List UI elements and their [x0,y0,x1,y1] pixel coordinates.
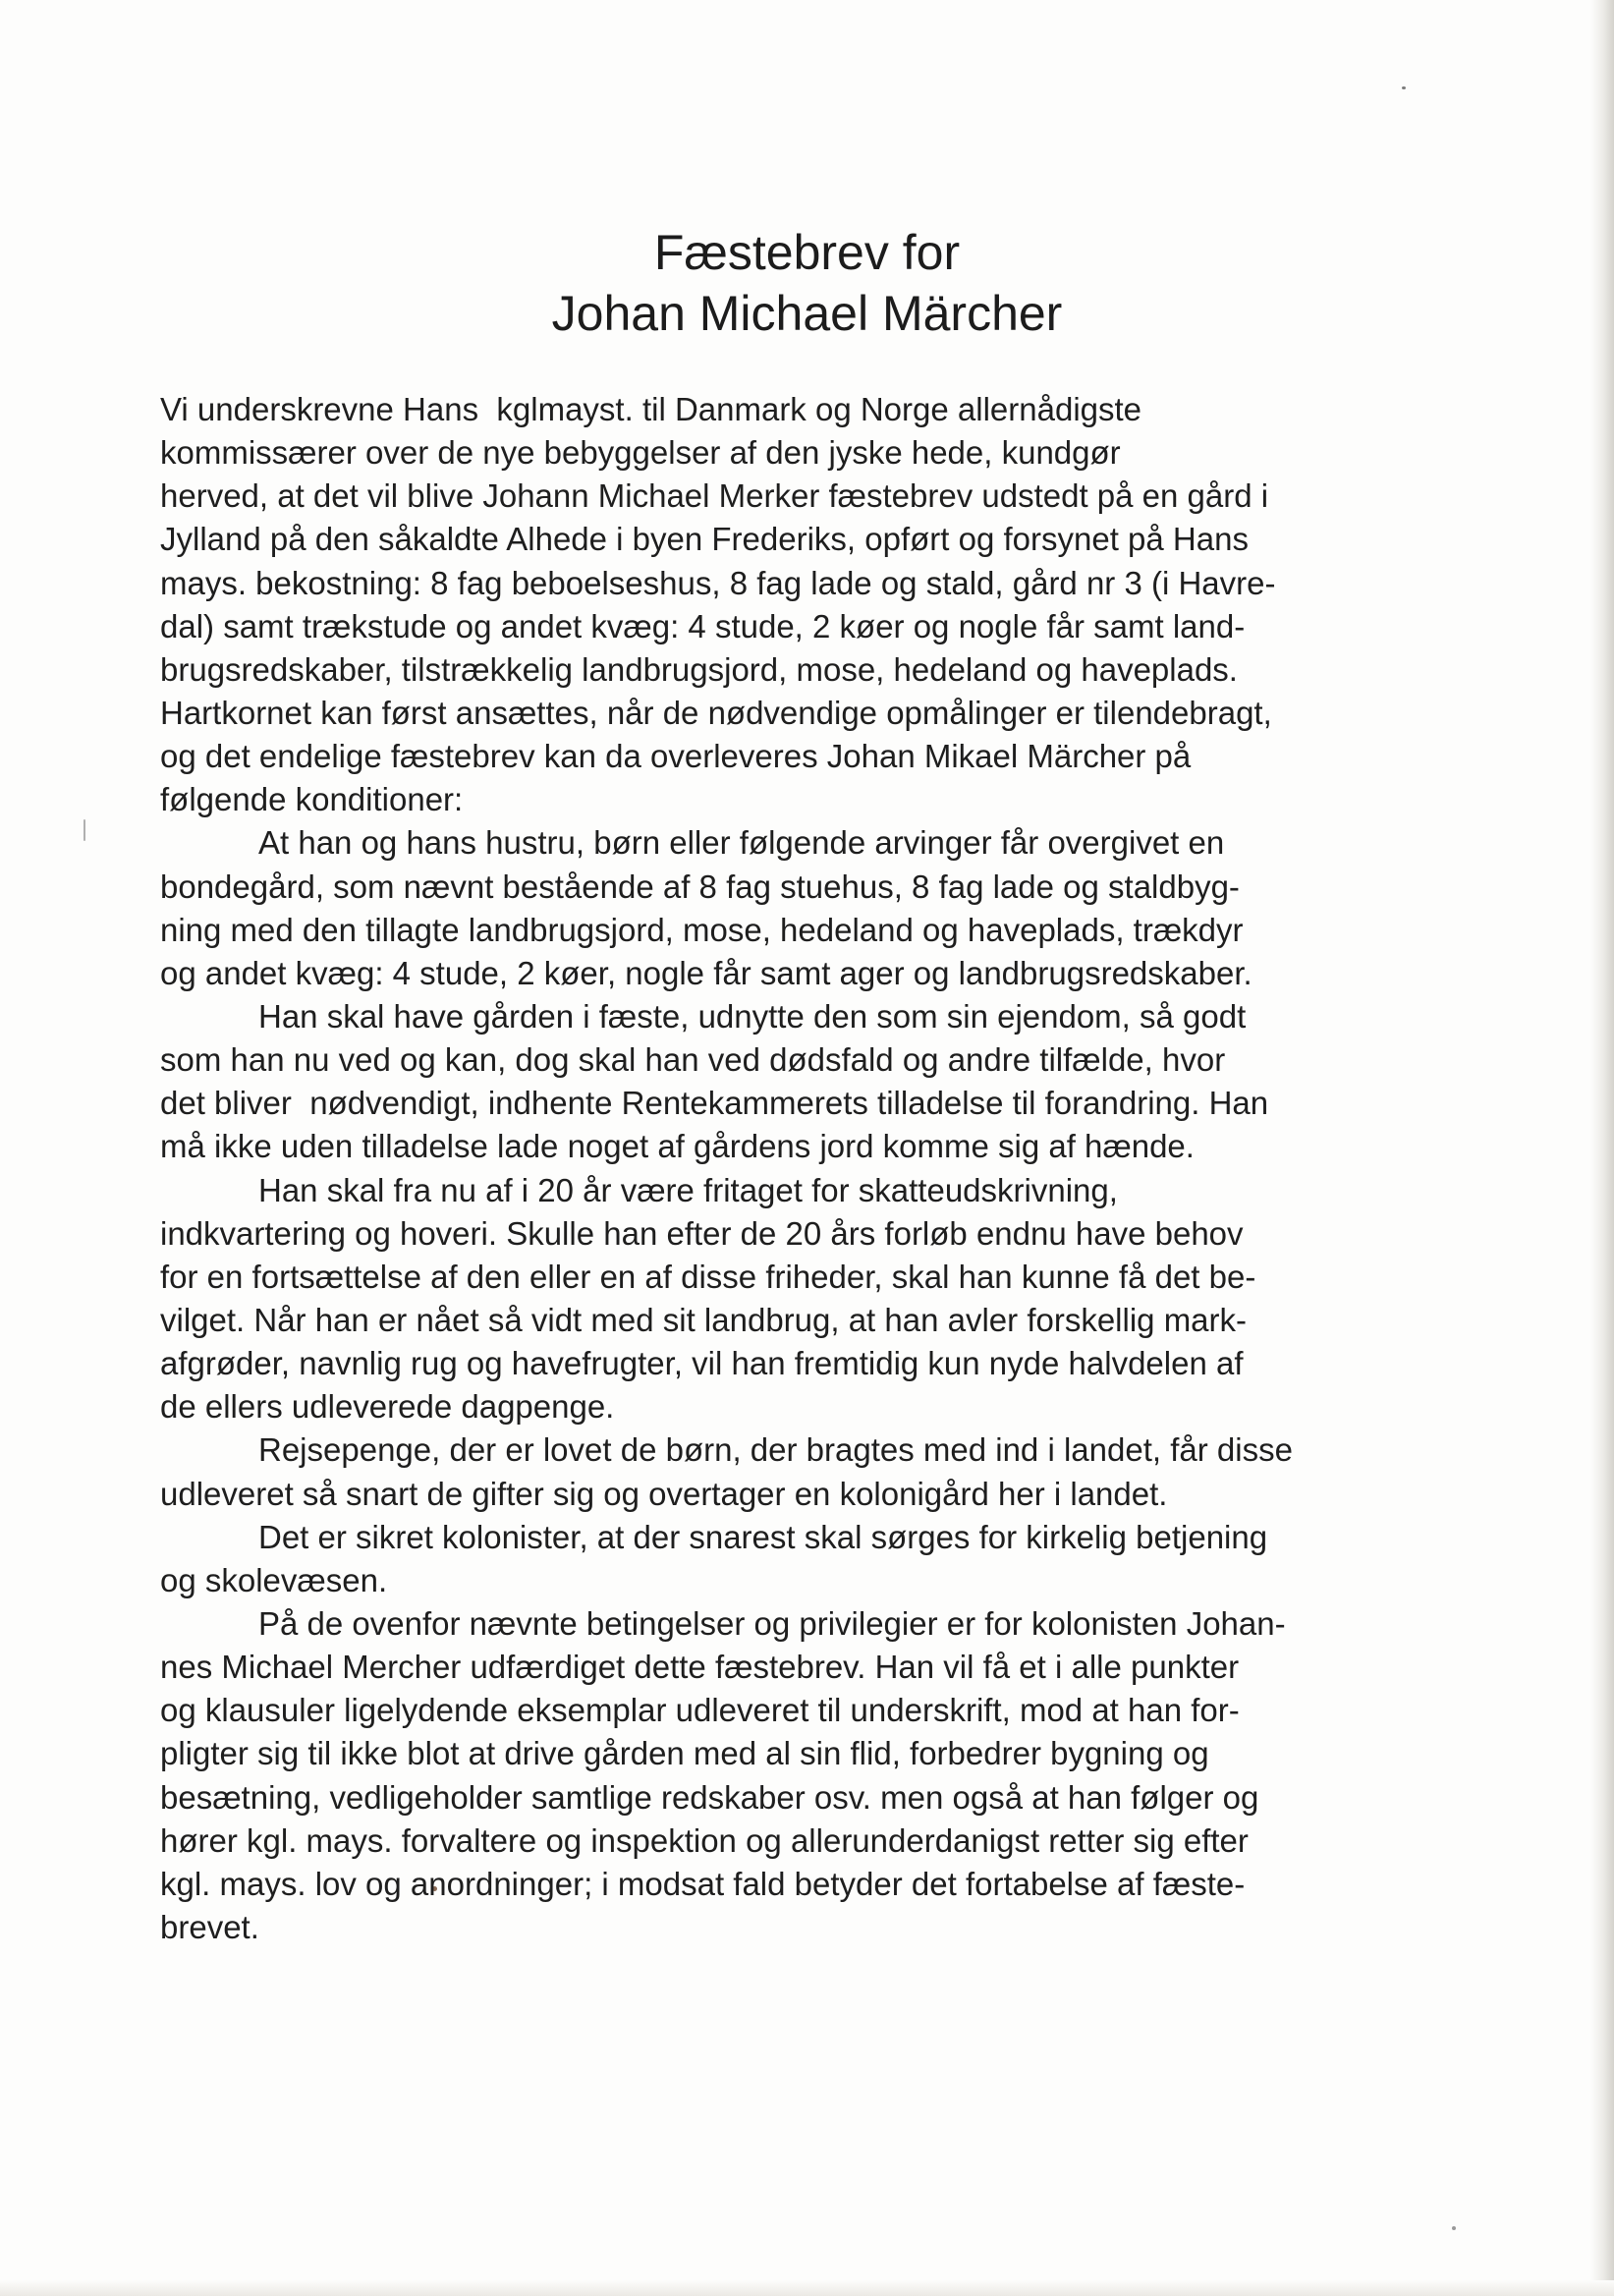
body-text-line: og klausuler ligelydende eksemplar udleveret til underskrift, mod at han for- [160,1692,1240,1729]
body-text-line: På de ovenfor nævnte betingelser og privilegier er for kolonisten Johan- [258,1604,1286,1642]
body-text-line: udleveret så snart de gifter sig og overtager en kolonigård her i landet. [160,1475,1168,1512]
body-text-line: Hartkornet kan først ansættes, når de nødvendige opmålinger er tilendebragt, [160,694,1272,731]
body-text-line: for en fortsættelse af den eller en af disse friheder, skal han kunne få det be- [160,1258,1256,1295]
paper-speck [1452,2226,1456,2230]
body-text-line: og det endelige fæstebrev kan da overleveres Johan Mikael Märcher på [160,738,1192,775]
body-text-line: hører kgl. mays. forvaltere og inspektion og allerunderdanigst retter sig efter [160,1821,1249,1859]
body-text-line: Han skal have gården i fæste, udnytte den som sin ejendom, så godt [258,997,1247,1035]
body-text-line: det bliver nødvendigt, indhente Rentekammerets tilladelse til forandring. Han [160,1085,1269,1122]
body-text-line: og andet kvæg: 4 stude, 2 køer, nogle får samt ager og landbrugsredskaber. [160,954,1252,991]
body-text-line: kommissærer over de nye bebyggelser af den jyske hede, kundgør [160,434,1121,472]
body-text-line: At han og hans hustru, børn eller følgende arvinger får overgivet en [258,824,1225,862]
document-body [160,388,1496,1949]
body-text-line: må ikke uden tilladelse lade noget af gårdens jord komme sig af hænde. [160,1128,1195,1165]
body-text-line: og skolevæsen. [160,1561,388,1598]
body-text-line: indkvartering og hoveri. Skulle han efter de 20 års forløb endnu have behov [160,1214,1244,1252]
body-text-line: dal) samt trækstude og andet kvæg: 4 stude, 2 køer og nogle får samt land- [160,607,1246,644]
body-text-line: brugsredskaber, tilstrækkelig landbrugsjord, mose, hedeland og haveplads. [160,650,1238,688]
body-text-line: bondegård, som nævnt bestående af 8 fag stuehus, 8 fag lade og staldbyg- [160,868,1240,905]
body-text-line: brevet. [160,1908,259,1945]
body-text-line: Han skal fra nu af i 20 år være fritaget for skatteudskrivning, [258,1171,1118,1208]
document-title-line-2: Johan Michael Märcher [551,286,1063,341]
paper-speck [1402,86,1406,89]
document-title [0,222,1614,344]
body-text-line: nes Michael Mercher udfærdiget dette fæstebrev. Han vil få et i alle punkter [160,1649,1240,1686]
body-text-line: besætning, vedligeholder samtlige redskaber osv. men også at han følger og [160,1778,1259,1816]
body-text-line: som han nu ved og kan, dog skal han ved dødsfald og andre tilfælde, hvor [160,1041,1226,1079]
body-text-line: følgende konditioner: [160,781,464,818]
body-text-line: kgl. mays. lov og anordninger; i modsat fald betyder det fortabelse af fæste- [160,1865,1246,1902]
paper-speck [83,819,85,841]
body-text-line: afgrøder, navnlig rug og havefrugter, vil han fremtidig kun nyde halvdelen af [160,1345,1244,1382]
body-text-line: ning med den tillagte landbrugsjord, mose, hedeland og haveplads, trækdyr [160,911,1244,948]
body-text-line: Det er sikret kolonister, at der snarest skal sørges for kirkelig betjening [258,1518,1268,1555]
paper-edge-right [1590,0,1614,2296]
body-text-line: pligter sig til ikke blot at drive gården med al sin flid, forbedrer bygning og [160,1735,1209,1772]
body-text-line: mays. bekostning: 8 fag beboelseshus, 8 fag lade og stald, gård nr 3 (i Havre- [160,564,1276,601]
body-text-line: Jylland på den såkaldte Alhede i byen Frederiks, opført og forsynet på Hans [160,521,1249,558]
document-title-line-1: Fæstebrev for [653,225,961,280]
body-text-line: de ellers udleverede dagpenge. [160,1388,615,1426]
paper-edge-bottom [0,2280,1614,2296]
body-text-line: vilget. Når han er nået så vidt med sit landbrug, at han avler forskellig mark- [160,1301,1248,1338]
body-text-line: herved, at det vil blive Johann Michael Merker fæstebrev udstedt på en gård i [160,477,1269,515]
body-text-line: Rejsepenge, der er lovet de børn, der bragtes med ind i landet, får disse [258,1431,1293,1469]
body-text-line: Vi underskrevne Hans kglmayst. til Danmark og Norge allernådigste [160,391,1142,427]
